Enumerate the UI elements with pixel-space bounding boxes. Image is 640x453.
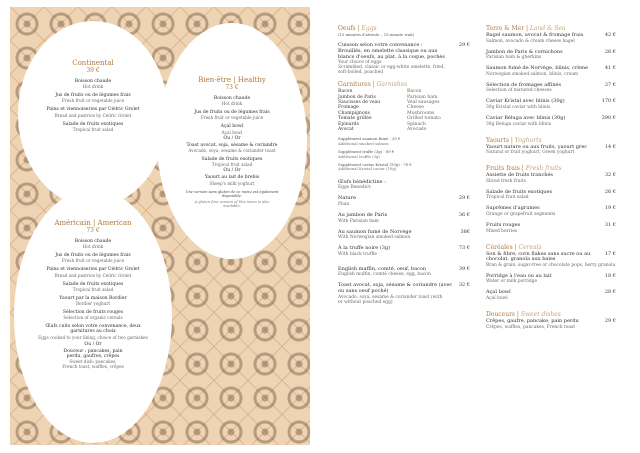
sweets-title-fr: Douceurs	[486, 310, 516, 318]
menu-item: Boisson chaude	[213, 96, 251, 101]
garnish-fr: Epinards	[338, 121, 359, 127]
item-translation: English muffin, comté cheese, egg, bacon	[338, 272, 431, 278]
item-name: Sélection de fromages affinés	[486, 81, 562, 88]
item-detail-translation: Scrambled, classic or egg-white omelette, fried, soft-boiled, poached	[338, 65, 445, 76]
menu-item: Pains et viennoiseries par Cédric Grolet	[46, 107, 140, 113]
item-name: Au jambon de Paris	[338, 212, 388, 219]
landsea-heading: Terre & Mer | Land & Sea	[486, 25, 566, 32]
garnish-en: Mushrooms	[407, 110, 435, 116]
middle-column	[338, 25, 470, 311]
menu-item-translation: Tropical fruit salad	[72, 126, 114, 132]
garnish-fr: Tomate grillée	[338, 116, 372, 122]
item-name: Assiette de fruits tranchés	[486, 172, 553, 179]
item-translation: With Norwegian smoked salmon	[338, 235, 411, 241]
yoghurts-title-en: Yoghurts	[514, 136, 542, 144]
garnish-fr: Bacon	[338, 89, 353, 95]
item-translation: With black truffle	[338, 251, 377, 257]
item-translation: Selection of matured cheeses	[486, 88, 552, 94]
continental-price: 39 €	[86, 67, 100, 74]
menu-item: Açaï bowl	[220, 124, 244, 130]
benedict-item	[338, 213, 470, 224]
sweets-title-en: Sweet dishes	[520, 310, 561, 318]
garnish-en: Avocado	[407, 127, 427, 133]
menu-item-translation: Selection of organic cereals	[63, 315, 123, 321]
garnish-en: Grilled tomato	[407, 116, 441, 122]
item-translation: Orange or grapefruit segments	[486, 211, 556, 217]
item-translation: Water or milk porridge	[486, 279, 538, 285]
menu-item: Salade de fruits exotiques	[62, 281, 124, 287]
item-price: 26 €	[604, 188, 616, 195]
gluten-free-note: Une version sans gluten de ce menu est également disponible.	[185, 189, 279, 198]
item-name: À la truffe noire (3g)	[338, 245, 391, 252]
menu-item-translation: Hot drink	[82, 84, 104, 90]
garnish-en: Parisian ham	[407, 94, 438, 100]
item-translation: Plain	[338, 202, 350, 208]
menu-item-translation: Bread and pastries by Cédric Grolet	[54, 272, 132, 278]
item-name: Caviar Béluga avec blinis (30g)	[486, 114, 566, 121]
supplement: Supplément caviar Kristal (10g) : 70 €	[338, 162, 412, 168]
item-translation: 30g Beluga caviar with blinis	[486, 121, 552, 127]
menu-item-translation: Bordier yoghurt	[75, 301, 111, 307]
menu-item: Salade de fruits exotiques	[62, 121, 124, 127]
item-name: Cuisson selon votre convenance :	[338, 42, 423, 49]
fruits-title-en: Fresh fruits	[525, 165, 562, 173]
menu-item: Boisson chaude	[74, 79, 112, 84]
item-name: Crêpes, gaufre, pancake, pain perdu	[486, 317, 579, 324]
garnish-fr: Champignons	[338, 110, 370, 116]
supplement: Supplément saumon fumé : 20 €	[338, 136, 401, 142]
menu-item: Salade de fruits exotiques	[201, 157, 263, 163]
benedict-item	[338, 196, 470, 207]
cereals-title-fr: Céréales	[486, 243, 513, 251]
item-name: Açaï bowl	[486, 289, 511, 296]
menu-item: Œufs cuits selon votre convenance, deux garnitures au choix	[45, 324, 141, 335]
landsea-title-en: Land & Sea	[529, 25, 566, 32]
cereal-item	[486, 274, 616, 285]
menu-item-translation: Tropical fruit salad	[72, 286, 114, 292]
menu-item-translation: Tropical fruit salad	[211, 162, 253, 168]
garnish-en: Cheese	[407, 105, 424, 111]
item-name: Au saumon fumé de Norvège	[338, 228, 412, 235]
item-translation: Norwegian smoked salmon, blinis, cream	[486, 71, 579, 77]
american-title: Américain | American	[54, 219, 132, 227]
item-translation: Your choice of eggs	[338, 60, 382, 66]
item-translation: 30g Kristal caviar with blinis	[486, 104, 551, 110]
item-translation: Parisian ham & gherkins	[486, 55, 542, 61]
supplement-translation: Additional smoked salmon	[338, 140, 389, 146]
menu-item-translation: Hot drink	[221, 101, 243, 107]
cereals-title-en: Cereals	[518, 243, 542, 251]
item-translation: Avocado, soya, sesame & coriander toast (with or without poached egg)	[338, 294, 443, 305]
menu-item: Yaourt par la maison Bordier	[59, 295, 127, 301]
menu-item: Yaourt au lait de brebis	[204, 175, 260, 181]
item-price: 73 €	[458, 245, 470, 252]
right-column	[486, 25, 616, 336]
supplement-translation: Additional Kristal caviar (10g)	[338, 166, 397, 172]
garnish-fr: Avocat	[338, 127, 354, 133]
garnishes-heading: Garnitures | Garnishes	[338, 81, 408, 89]
menu-item: Boisson chaude	[74, 239, 112, 244]
item-name: Yaourt nature ou aux fruits, yaourt grec	[486, 143, 588, 150]
eggs-title-fr: Oeufs	[338, 25, 356, 32]
item-name: Caviar Kristal avec blinis (30g)	[486, 98, 565, 105]
menu-item: Sélection de fruits rouges	[62, 310, 124, 316]
cereal-item	[486, 290, 616, 301]
sweet-item	[486, 319, 616, 330]
item-translation: Mixed berries	[486, 228, 518, 234]
cereals-heading: Céréales | Cereals	[486, 243, 542, 251]
menu-item-translation: Açaï bowl	[221, 129, 243, 135]
item-price: 32 €	[458, 282, 470, 289]
benedict-heading: Œufs bénédictine :	[338, 178, 386, 185]
menu-item-translation: Avocado, soya, sesame & coriander toast	[188, 148, 276, 154]
menu-item: Toast avocat, soja, sésame & coriandre	[186, 142, 278, 148]
landsea-item	[486, 83, 616, 94]
or-separator: Ou / Or	[84, 341, 102, 347]
item-translation: Bran & grain, sugar-free or chocolate pops, berry granola	[486, 262, 616, 268]
item-detail: Brouillés, en omelette classique ou aux blancs d'oeufs, au plat, à la coque, pochés	[338, 48, 445, 60]
supplement: Supplément truffe (3g) : 69 €	[338, 149, 395, 155]
item-price: 38€	[460, 228, 470, 235]
item-name: Toast avocat, soja, sésame & coriandre (avec ou sans oeuf poché)	[338, 282, 453, 295]
item-translation: Açaï bowl	[486, 295, 508, 301]
healthy-menu	[157, 23, 307, 259]
item-price: 18 €	[604, 272, 616, 279]
item-name: Son & fibre, corn flakes sans sucre ou au chocolat, granola aux baies	[486, 250, 591, 263]
garnish-en: Bacon	[407, 89, 422, 95]
continental-menu	[18, 21, 168, 207]
fruit-item	[486, 206, 616, 217]
item-price: 17 €	[604, 250, 616, 257]
healthy-price: 73 €	[225, 84, 239, 91]
toast-item	[338, 283, 470, 304]
item-name: Suprêmes d'agrumes	[486, 205, 540, 212]
garnish-en: Spinach	[407, 121, 426, 127]
patterned-panel	[10, 7, 310, 445]
american-price: 73 €	[86, 227, 100, 234]
item-name: Porridge à l'eau ou au lait	[486, 272, 552, 279]
fruit-item	[486, 190, 616, 201]
item-translation: Tropical fruit salad	[486, 195, 529, 201]
menu-item-translation: Bread and pastries by Cédric Grolet	[54, 112, 132, 118]
sweets-heading: Douceurs | Sweet dishes	[486, 310, 561, 318]
item-price: 14 €	[604, 143, 616, 150]
benedict-item	[338, 246, 470, 257]
menu-item: Jus de fruits ou de légumes frais	[55, 93, 131, 99]
garnish-en: Veal sausages	[407, 100, 440, 105]
item-price: 28 €	[604, 289, 616, 296]
or-separator: Ou / Or	[223, 168, 241, 174]
item-translation: Sliced fresh fruits	[486, 178, 526, 184]
american-menu	[14, 189, 172, 443]
item-price: 19 €	[604, 205, 616, 212]
eggs-subtitle: (15 minutes d'attente – 15-minute wait)	[338, 32, 415, 37]
menu-item-translation: Eggs cooked to your liking, choice of two garnishes	[38, 334, 148, 340]
item-name: Jambon de Paris & cornichons	[486, 48, 563, 55]
landsea-item	[486, 33, 616, 44]
item-name: Bagel saumon, avocat & fromage frais	[486, 32, 584, 38]
item-price: 41 €	[604, 65, 616, 72]
garnishes-title-en: Garnishes	[376, 81, 408, 89]
cereal-item	[486, 252, 616, 268]
yoghurts-title-fr: Yaourts	[486, 136, 509, 144]
menu-item-translation: Fresh fruit or vegetable juice	[61, 258, 125, 264]
item-translation: Natural or fruit yoghurt, Greek yoghurt	[486, 150, 575, 156]
fruits-title-fr: Fruits frais	[486, 165, 520, 173]
menu-item: Pains et viennoiseries par Cédric Grolet	[46, 267, 140, 273]
item-price: 39 €	[458, 265, 470, 272]
landsea-title-fr: Terre & Mer	[486, 25, 525, 32]
item-price: 29 €	[458, 195, 470, 202]
item-price: 390 €	[601, 114, 616, 121]
landsea-item	[486, 116, 616, 127]
benedict-item	[338, 230, 470, 241]
item-price: 36 €	[458, 212, 470, 219]
item-translation: Crêpes, waffles, pancakes, French toast	[486, 324, 575, 330]
benedict-heading-translation: Eggs Benedict:	[338, 185, 372, 191]
item-name: Nature	[338, 195, 356, 202]
item-translation: With Parisian ham	[338, 218, 379, 224]
item-name: Saumon fumé de Norvège, blinis, crème	[486, 65, 589, 72]
menu-item: Douceur : pancakes, pain perdu, gaufres, crêpes	[63, 348, 123, 360]
garnish-fr: Jambon de Paris	[338, 94, 376, 100]
garnish-fr: Fromage	[338, 105, 359, 111]
item-price: 31 €	[604, 221, 616, 228]
continental-title: Continental	[72, 59, 114, 67]
item-translation: Salmon, avocado & cream cheese bagel	[486, 38, 575, 44]
menu-item: Jus de fruits ou de légumes frais	[194, 110, 270, 116]
item-price: 42 €	[604, 32, 616, 38]
eggs-item	[338, 43, 470, 75]
landsea-item	[486, 66, 616, 77]
item-name: Salade de fruits exotiques	[486, 188, 553, 195]
garnish-fr: Saucisses de veau	[338, 100, 381, 105]
supplement-translation: Additional truffle (3g)	[338, 153, 380, 159]
eggs-title-en: Eggs	[361, 25, 377, 32]
item-price: 26 €	[604, 48, 616, 55]
menu-item-translation: Sheep's milk yoghurt	[209, 180, 255, 186]
item-price: 27 €	[604, 81, 616, 88]
menu-item-translation: Fresh fruit or vegetable juice	[61, 98, 125, 104]
yoghurts-heading: Yaourts | Yoghurts	[486, 136, 542, 144]
landsea-item	[486, 50, 616, 61]
garnishes-title-fr: Garnitures	[338, 81, 371, 89]
healthy-title: Bien-être | Healthy	[198, 76, 266, 84]
item-price: 170 €	[601, 98, 616, 105]
landsea-item	[486, 99, 616, 110]
menu-item-translation: Hot drink	[82, 244, 104, 250]
or-separator: Ou / Or	[223, 135, 241, 141]
garnishes-grid	[338, 89, 470, 132]
item-price: 32 €	[604, 172, 616, 179]
fruit-item	[486, 223, 616, 234]
fruits-heading: Fruits frais | Fresh fruits	[486, 165, 562, 173]
item-price: 29 €	[458, 42, 470, 49]
item-name: English muffin, comté, oeuf, bacon	[338, 265, 427, 272]
menu-item-translation: Sweet dish: pancakes, French toast, waffles, crêpes	[62, 359, 124, 370]
menu-item: Jus de fruits ou de légumes frais	[55, 253, 131, 259]
eggs-heading: Oeufs | Eggs	[338, 25, 377, 32]
menu-item-translation: Fresh fruit or vegetable juice	[200, 115, 264, 121]
yoghurt-item	[486, 145, 616, 156]
muffin-item	[338, 267, 470, 278]
fruit-item	[486, 173, 616, 184]
gluten-free-note-translation: A gluten-free version of this menu is also available.	[194, 200, 270, 209]
item-name: Fruits rouges	[486, 221, 521, 228]
item-price: 29 €	[604, 317, 616, 324]
